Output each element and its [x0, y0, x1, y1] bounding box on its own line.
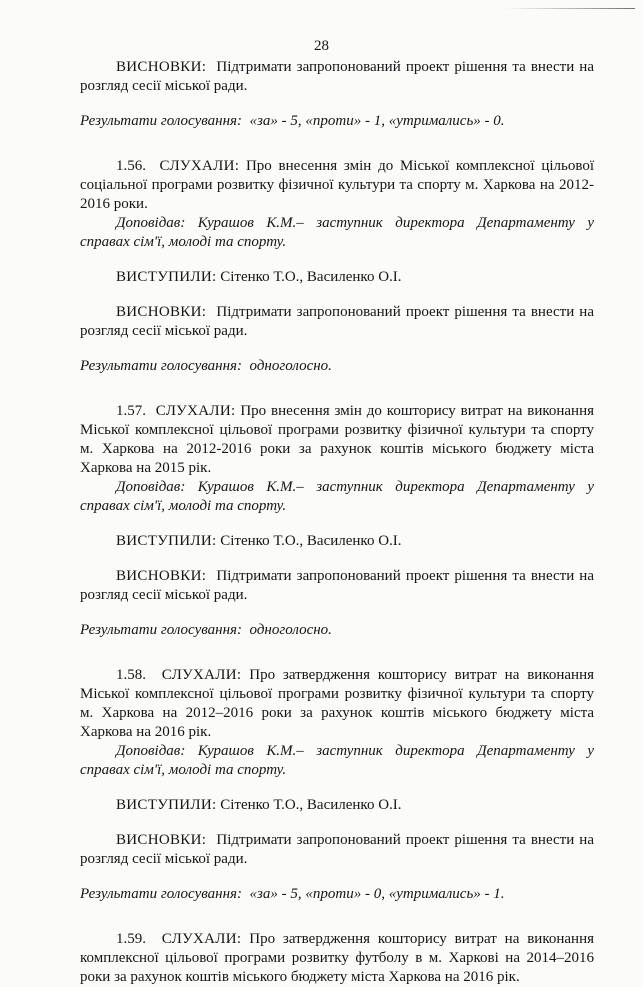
vote-label: Результати голосування:	[80, 113, 243, 129]
vote-text: «за» - 5, «проти» - 1, «утримались» - 0.	[249, 113, 505, 129]
vote-label: Результати голосування:	[80, 622, 243, 638]
agenda-item-1-59	[80, 930, 594, 987]
heard-label: СЛУХАЛИ:	[159, 158, 240, 174]
conclusion-label: ВИСНОВКИ:	[116, 59, 207, 75]
conclusion-paragraph	[80, 58, 594, 96]
conclusion-text: Підтримати запропонований проект рішення та внести на розгляд сесії міської ради.	[80, 832, 594, 867]
heard-label: СЛУХАЛИ:	[155, 403, 236, 419]
item-number: 1.58.	[116, 667, 146, 683]
conclusion-paragraph	[80, 567, 594, 605]
conclusion-text: Підтримати запропонований проект рішення та внести на розгляд сесії міської ради.	[80, 59, 594, 94]
heard-label: СЛУХАЛИ:	[161, 931, 242, 947]
agenda-item-1-58	[80, 666, 594, 742]
spoke-paragraph	[80, 532, 594, 551]
vote-label: Результати голосування:	[80, 358, 243, 374]
conclusion-text: Підтримати запропонований проект рішення та внести на розгляд сесії міської ради.	[80, 304, 594, 339]
spoke-label: ВИСТУПИЛИ:	[116, 797, 217, 813]
vote-text: одноголосно.	[249, 358, 332, 374]
conclusion-paragraph	[80, 831, 594, 869]
heard-label: СЛУХАЛИ:	[161, 667, 242, 683]
page-number: 28	[314, 38, 329, 54]
vote-label: Результати голосування:	[80, 886, 243, 902]
speaker-label: Доповідав:	[116, 215, 186, 231]
spoke-text: Сітенко Т.О., Василенко О.І.	[220, 533, 402, 549]
conclusion-paragraph	[80, 303, 594, 341]
scan-artifact-line	[505, 8, 635, 9]
item-number: 1.57.	[116, 403, 146, 419]
conclusion-label: ВИСНОВКИ:	[116, 304, 207, 320]
speaker-line	[80, 478, 594, 516]
spoke-paragraph	[80, 796, 594, 815]
conclusion-label: ВИСНОВКИ:	[116, 832, 207, 848]
agenda-item-1-56	[80, 157, 594, 214]
spoke-label: ВИСТУПИЛИ:	[116, 533, 217, 549]
document-body	[80, 58, 594, 987]
vote-result	[80, 621, 594, 640]
vote-result	[80, 112, 594, 131]
spoke-text: Сітенко Т.О., Василенко О.І.	[220, 269, 402, 285]
vote-result	[80, 357, 594, 376]
heard-text: Про внесення змін до кошторису витрат на виконання Міської комплексної цільової програми розвитку фізичної культури та спорту м. Харкова на 2012-2016 роки за рахунок коштів міського бюджету міста Харкова на 2015 рік.	[80, 403, 595, 476]
item-number: 1.56.	[116, 158, 146, 174]
heard-text: Про внесення змін до Міської комплексної цільової соціальної програми розвитку фізичної культури та спорту м. Харкова на 2012-2016 роки.	[80, 158, 595, 212]
agenda-item-1-57	[80, 402, 594, 478]
spoke-label: ВИСТУПИЛИ:	[116, 269, 217, 285]
speaker-line	[80, 214, 594, 252]
speaker-text: Курашов К.М.– заступник директора Департаменту у справах сім'ї, молоді та спорту.	[80, 479, 595, 514]
vote-text: «за» - 5, «проти» - 0, «утримались» - 1.	[249, 886, 505, 902]
speaker-text: Курашов К.М.– заступник директора Департаменту у справах сім'ї, молоді та спорту.	[80, 215, 595, 250]
heard-text: Про затвердження кошторису витрат на виконання комплексної цільової програми розвитку футболу в м. Харкові на 2014–2016 роки за рахунок коштів міського бюджету міста Харкова на 2016 рік.	[80, 931, 594, 985]
spoke-text: Сітенко Т.О., Василенко О.І.	[220, 797, 402, 813]
speaker-label: Доповідав:	[116, 479, 186, 495]
conclusion-text: Підтримати запропонований проект рішення та внести на розгляд сесії міської ради.	[80, 568, 594, 603]
conclusion-label: ВИСНОВКИ:	[116, 568, 207, 584]
item-number: 1.59.	[116, 931, 146, 947]
vote-result	[80, 885, 594, 904]
heard-text: Про затвердження кошторису витрат на виконання Міської комплексної цільової програми розвитку фізичної культури та спорту м. Харкова на 2012–2016 роки за рахунок коштів міського бюджету міста Харкова на 2016 рік.	[80, 667, 594, 740]
spoke-paragraph	[80, 268, 594, 287]
speaker-text: Курашов К.М.– заступник директора Департаменту у справах сім'ї, молоді та спорту.	[80, 743, 595, 778]
vote-text: одноголосно.	[249, 622, 332, 638]
speaker-line	[80, 742, 594, 780]
speaker-label: Доповідав:	[116, 743, 186, 759]
